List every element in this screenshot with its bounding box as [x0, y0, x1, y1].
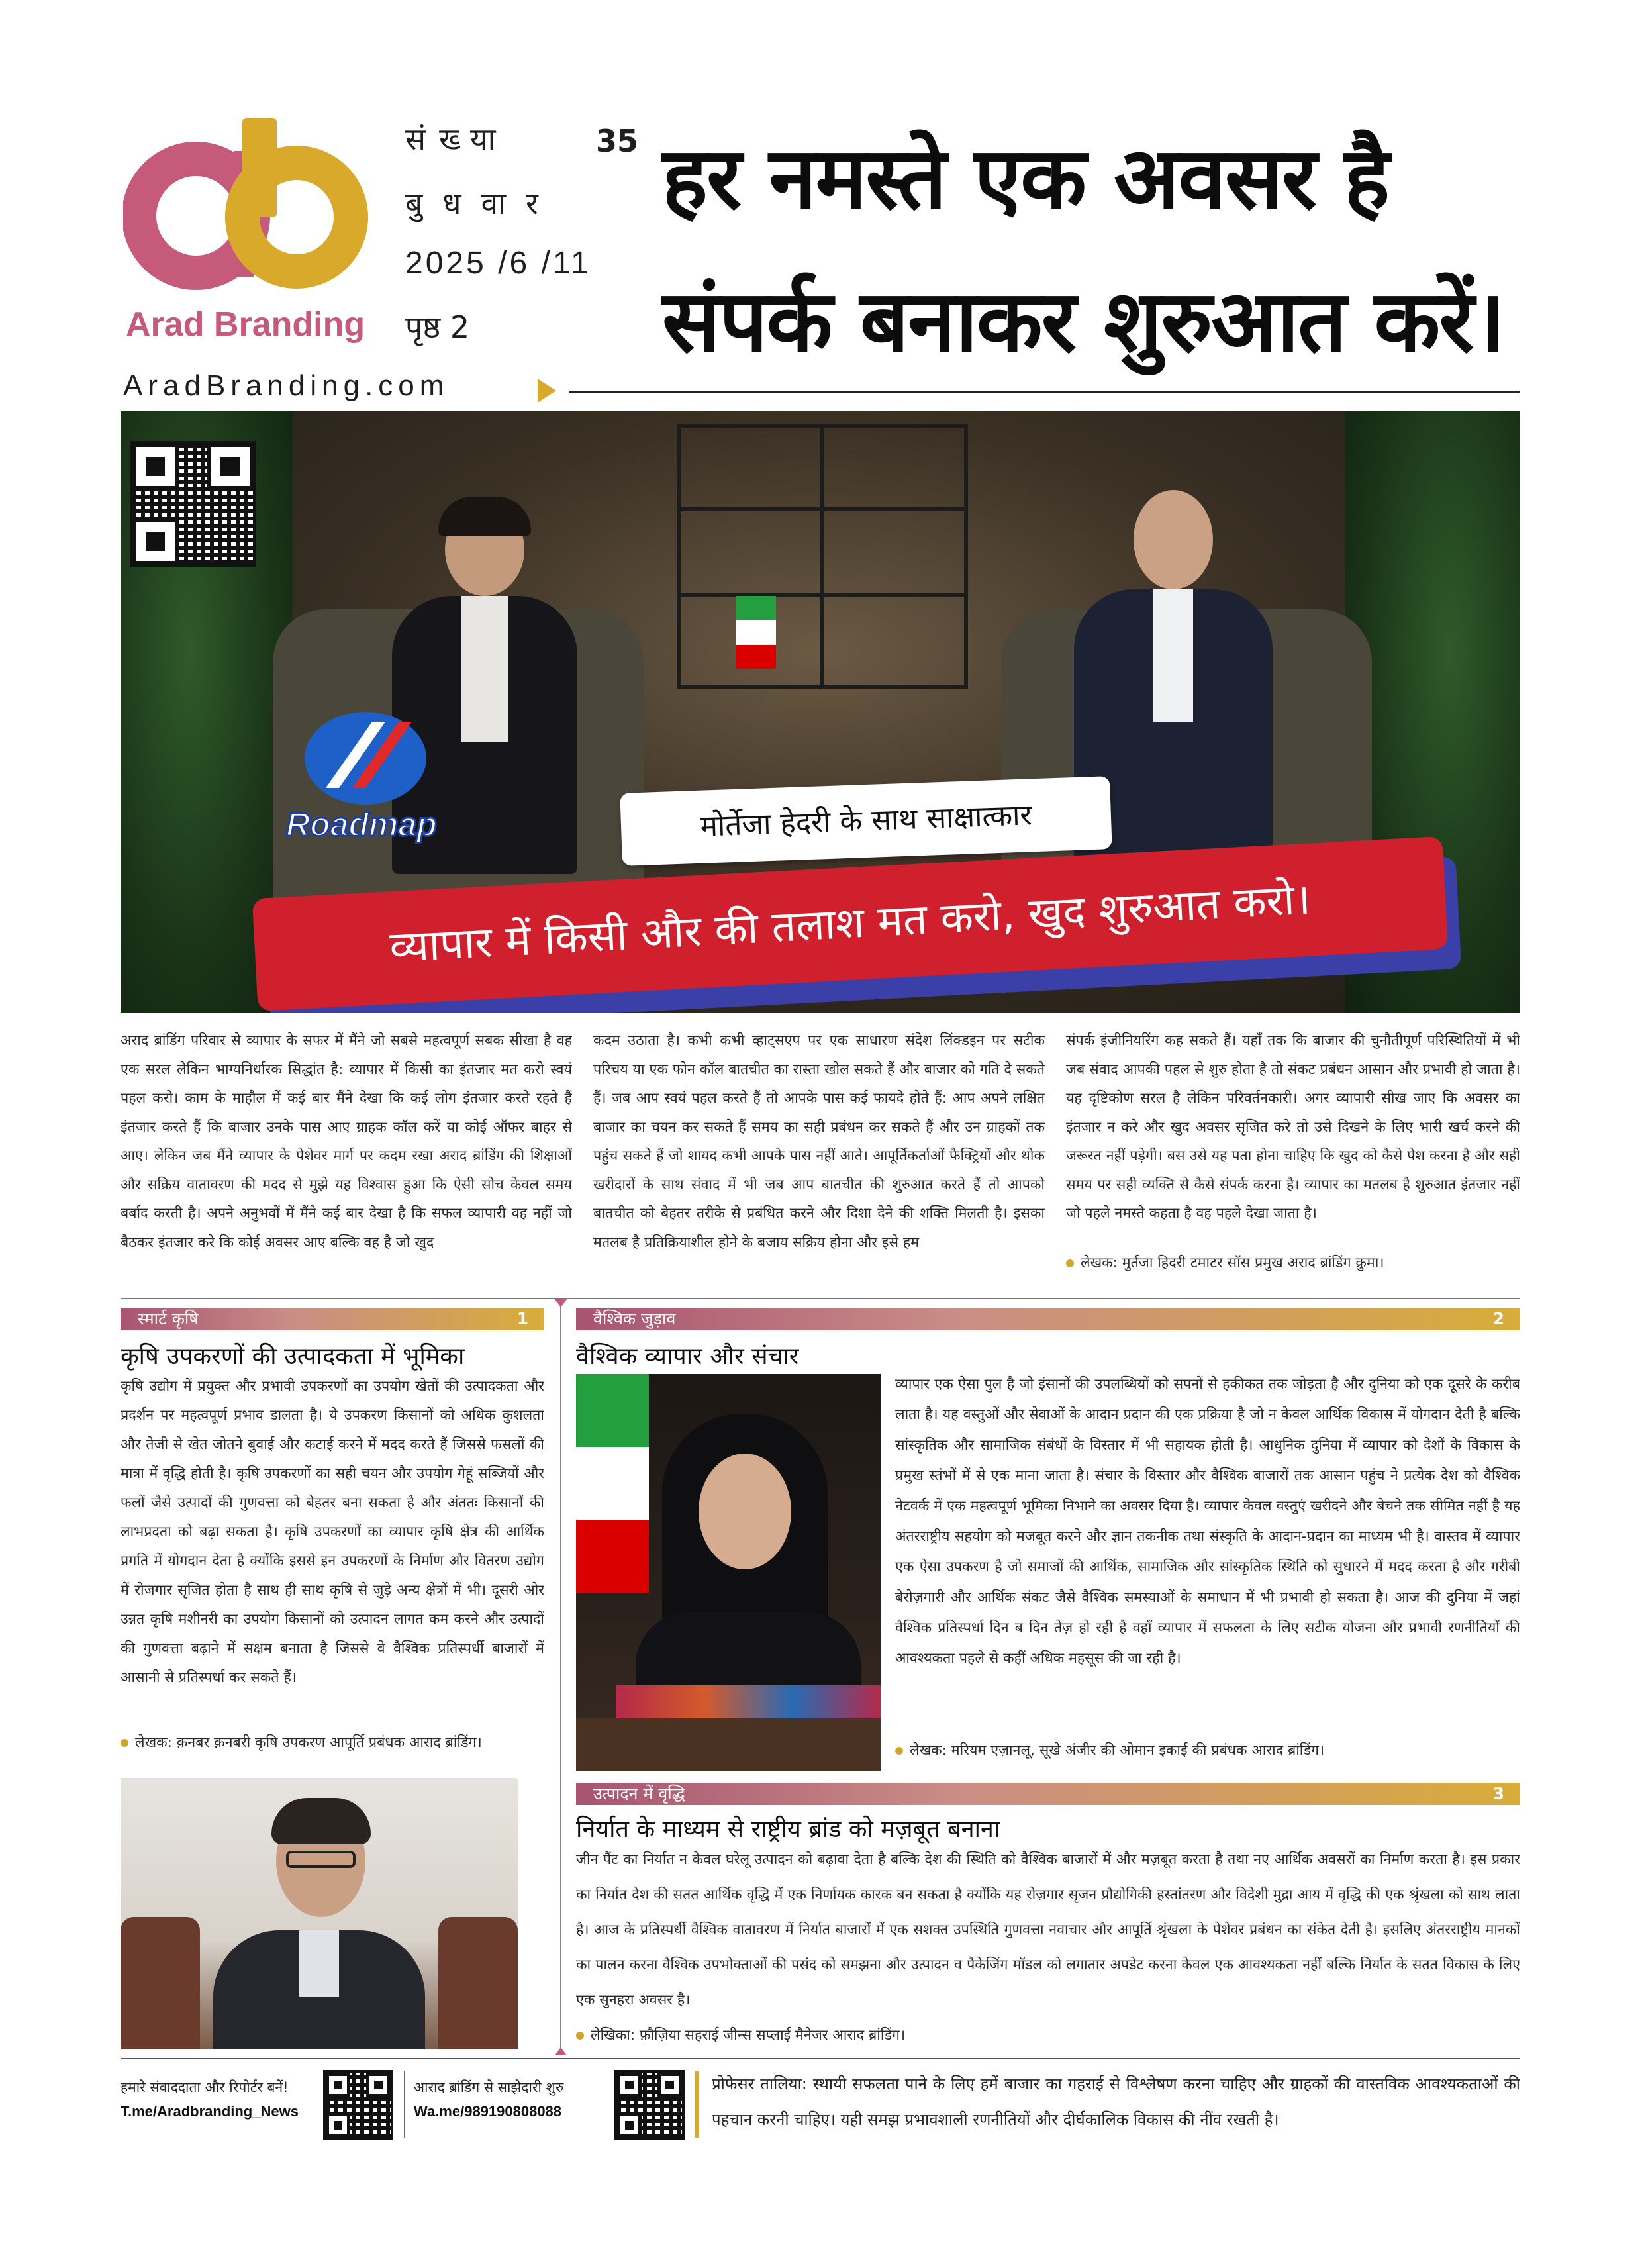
divider-marker-bottom [555, 2047, 567, 2055]
issue-date: 2025 /6 /11 [405, 246, 591, 281]
website-link[interactable]: AradBranding.com [123, 370, 450, 402]
section2-body: व्यापार एक ऐसा पुल है जो इंसानों की उपलब्धियों को सपनों से हकीकत तक जोड़ता है और दुनिया को एक दूसरे के करीब लाता है। यह वस्तुओं और सेवाओं के आदान प्रदान की एक प्रक्रिया है जो न केवल आर्थिक विकास में योगदान देती है बल्कि सांस्कृतिक और सामाजिक संबंधों के विस्तार में भी सहायक होती है। आधुनिक दुनिया में व्यापार को देशों के विकास के प्रमुख स्तंभों में से एक माना जाता है। संचार के विस्तार और वैश्विक बाजारों तक आसान पहुंच ने प्रत्येक देश को वैश्विक नेटवर्क में एक महत्वपूर्ण भूमिका निभाने का अवसर दिया है। व्यापार केवल वस्तुएं खरीदने और बेचने तक सीमित नहीं है यह अंतरराष्ट्रीय सहयोग को मजबूत करने और ज्ञान तकनीक तथा संस्कृति के आदान-प्रदान का माध्यम भी है। वास्तव में व्यापार एक ऐसा उपकरण है जो समाजों की आर्थिक, सामाजिक और सांस्कृतिक स्थिति को सुधारने में मदद करता है और गरीबी बेरोज़गारी और आर्थिक संकट जैसे वैश्विक समस्याओं के समाधान में भी प्रभावी हो सकता है। आज की दुनिया में जहां वैश्विक प्रतिस्पर्धा दिन ब दिन तेज़ हो रही है वहाँ व्यापार में सफलता के लिए सटीक योजना और प्रभावी रणनीतियों की आवश्यकता पहले से कहीं अधिक महसूस की जा रही है। [895, 1376, 1520, 1667]
wall-shelf [677, 424, 968, 689]
intro-column-1: अराद ब्रांडिंग परिवार से व्यापार के सफर में मैंने जो सबसे महत्वपूर्ण सबक सीखा है वह एक सरल लेकिन भाग्यनिर्धारक सिद्धांत है: व्यापार में किसी का इंतजार मत करो स्वयं पहल करो। काम के माहौल में कई बार मैंने देखा कि कई लोग इंतजार करते रहते हैं इंतजार करते हैं कि बाजार उनके पास आए ग्राहक कॉल करें या कोई ऑफर बाहर से आए। लेकिन जब मैंने व्यापार के पेशेवर मार्ग पर कदम रखा अराद ब्रांडिंग की शिक्षाओं और सक्रिय वातावरण की मदद से मुझे यह विश्वास हुआ कि ऐसी सोच केवल समय बर्बाद करती है। अपने अनुभवों में मैंने कई बार देखा है कि सफल व्यापारी वह नहीं जो बैठकर इंतजार करे कि कोई अवसर आए बल्कि वह है जो खुद [121, 1032, 572, 1251]
issue-number-label: संख्या [405, 121, 509, 157]
issue-page: पृष्ठ 2 [405, 309, 470, 345]
whatsapp-qr-code[interactable] [614, 2070, 685, 2140]
header-rule [569, 391, 1520, 393]
brand-name: Arad Branding [126, 305, 365, 344]
interview-banner: मोर्तेजा हेदरी के साथ साक्षात्कार [620, 776, 1112, 866]
section3-label: उत्पादन में वृद्धि [593, 1784, 685, 1803]
section2-label: वैश्विक जुड़ाव [593, 1309, 676, 1328]
section2-title: वैश्विक व्यापार और संचार [576, 1343, 799, 1370]
footer-telegram-link[interactable]: T.me/Aradbranding_News [121, 2103, 299, 2120]
issue-number: 35 [596, 123, 639, 159]
bullet-dot [1066, 1259, 1074, 1267]
roadmap-label: Roadmap [286, 806, 437, 843]
section3-header [576, 1783, 1520, 1805]
headline-line1: हर नमस्ते एक अवसर है [662, 128, 1389, 228]
footer-whatsapp-link[interactable]: Wa.me/989190808088 [414, 2103, 562, 2120]
section2-author: लेखक: मरियम एज़ानलू, सूखे अंजीर की ओमान इकाई की प्रबंधक आराद ब्रांडिंग। [910, 1742, 1325, 1759]
footer-join-reporter: हमारे संवाददाता और रिपोर्टर बनें! [121, 2079, 289, 2095]
section1-label: स्मार्ट कृषि [138, 1309, 199, 1328]
section1-author: लेखक: क़नबर क़नबरी कृषि उपकरण आपूर्ति प्रबंधक आराद ब्रांडिंग। [135, 1734, 482, 1751]
section3-author: लेखिका: फ़ौज़िया सहराई जीन्स सप्लाई मैनेजर आराद ब्रांडिंग। [591, 2027, 906, 2044]
section3-number: 3 [1492, 1784, 1504, 1803]
brand-logo [123, 118, 368, 317]
intro-column-2: कदम उठाता है। कभी कभी व्हाट्सएप पर एक साधारण संदेश लिंक्डइन पर सटीक परिचय या एक फोन कॉल बातचीत का रास्ता खोल सकते हैं और बाजार को गति दे सकते हैं। जब आप स्वयं पहल करते हैं तो आपके पास कई फायदे होते हैं: आप अपने लक्षित बाजार का चयन कर सकते हैं समय का सही प्रबंधन कर सकते हैं और उन ग्राहकों तक पहुंच सकते हैं जो शायद कभी आपके पास नहीं आते। आपूर्तिकर्ताओं फैक्ट्रियों और थोक खरीदारों के साथ संवाद में भी जब आप बातचीत की शुरुआत करते हैं तो आपको बातचीत को बेहतर तरीके से प्रबंधित करने और दिशा देने की शक्ति मिलती है। इसका मतलब है प्रतिक्रियाशील होने के बजाय सक्रिय होना और इसे हम [593, 1032, 1045, 1251]
footer-quote-bar [695, 2071, 699, 2138]
section3-title: निर्यात के माध्यम से राष्ट्रीय ब्रांड को मज़बूत बनाना [576, 1816, 1000, 1843]
divider-marker-top [555, 1299, 567, 1307]
section1-author-line [121, 1732, 482, 1751]
intro-bottom-rule [121, 1298, 1520, 1299]
section1-number: 1 [516, 1309, 528, 1328]
iran-flag-2 [576, 1374, 649, 1593]
issue-day: बुधवार [405, 185, 558, 221]
roadmap-logo [286, 709, 452, 848]
headline-line2: संपर्क बनाकर शुरुआत करें। [662, 271, 1504, 371]
section2-header [576, 1308, 1520, 1330]
section2-author-line [895, 1740, 1324, 1759]
column-divider [560, 1299, 561, 2055]
section2-number: 2 [1492, 1309, 1504, 1328]
section1-header [121, 1308, 544, 1330]
telegram-qr-code[interactable] [323, 2070, 393, 2140]
footer-join-partner: आराद ब्रांडिंग से साझेदारी शुरु [414, 2079, 564, 2095]
section3-body: जीन पैंट का निर्यात न केवल घरेलू उत्पादन को बढ़ावा देता है बल्कि देश की स्थिति को वैश्विक बाजारों में और मज़बूत करता है तथा नए आर्थिक अवसरों का निर्माण करता है। इस प्रकार का निर्यात देश की सतत आर्थिक वृद्धि में एक निर्णायक कारक बन सकता है क्योंकि यह रोज़गार सृजन प्रौद्योगिकी हस्तांतरण और विदेशी मुद्रा आय में वृद्धि की एक श्रृंखला को साथ लाता है। आज के प्रतिस्पर्धी वैश्विक वातावरण में निर्यात बाजारों में एक सशक्त उपस्थिति गुणवत्ता नवाचार और आपूर्ति श्रृंखला के पेशेवर प्रबंधन का संकेत देती है। इसलिए अंतरराष्ट्रीय मानकों का पालन करना वैश्विक उपभोक्ताओं की पसंद को समझना और उत्पादन व पैकेजिंग मॉडल को लगातार अपडेट करना केवल एक आवश्यकता नहीं बल्कि निर्यात के सतत विकास के लिए एक सुनहरा अवसर है। [576, 1851, 1520, 2008]
intro-author: लेखक: मुर्तजा हिदरी टमाटर सॉस प्रमुख अराद ब्रांडिंग क्रुमा। [1081, 1255, 1384, 1271]
section1-body: कृषि उद्योग में प्रयुक्त और प्रभावी उपकरणों का उपयोग खेतों की उत्पादकता और प्रदर्शन पर महत्वपूर्ण प्रभाव डालता है। ये उपकरण किसानों को अधिक कुशलता और तेजी से खेत जोतने बुवाई और कटाई करने में मदद करते हैं जिससे फसलों की मात्रा में वृद्धि होती है। कृषि उपकरणों का सही चयन और उपयोग गेहूं सब्जियों और फलों जैसे उत्पादों की गुणवत्ता को बेहतर बना सकता है और अंततः किसानों की लाभप्रदता को बढ़ा सकता है। कृषि उपकरणों का व्यापार कृषि क्षेत्र की आर्थिक प्रगति में योगदान देता है क्योंकि इससे इन उपकरणों के निर्माण और वितरण उद्योग में रोजगार सृजित होता है साथ ही साथ कृषि से जुड़े अन्य क्षेत्रों में भी। दूसरी ओर उन्नत कृषि मशीनरी का उपयोग किसानों को उत्पादन लागत कम करने और उत्पादों की गुणवत्ता बढ़ाने में सक्षम बनाता है जिससे वे वैश्विक प्रतिस्पर्धी बाजारों में आसानी से प्रतिस्पर्धा कर सकते हैं। [121, 1378, 544, 1686]
section3-author-line [576, 2025, 905, 2044]
footer-rule [121, 2058, 1520, 2059]
hero-photo [121, 411, 1520, 1013]
footer-divider [404, 2071, 405, 2138]
hero-qr-code[interactable] [130, 441, 256, 567]
iran-flag [736, 596, 776, 669]
section1-title: कृषि उपकरणों की उत्पादकता में भूमिका [121, 1343, 465, 1370]
section2-portrait [576, 1374, 881, 1771]
headline-banner: व्यापार में किसी और की तलाश मत करो, खुद शुरुआत करो। [252, 836, 1448, 1011]
play-arrow-icon [538, 379, 556, 403]
section1-portrait [121, 1778, 518, 2049]
intro-column-3: संपर्क इंजीनियरिंग कह सकते हैं। यहाँ तक कि बाजार की चुनौतीपूर्ण परिस्थितियों में भी जब संवाद आपकी पहल से शुरु होता है तो संकट प्रबंधन आसान और प्रभावी हो जाता है। यह दृष्टिकोण सरल है लेकिन परिवर्तनकारी। अगर व्यापारी सीख जाए कि अवसर का इंतजार न करे और खुद अवसर सृजित करे तो उसे दिखने के लिए भारी खर्च करने की जरूरत नहीं पड़ेगी। बस उसे यह पता होना चाहिए कि खुद को कैसे पेश करना है और सही समय पर सही व्यक्ति से कैसे संपर्क करना है। व्यापार का मतलब है शुरुआत इंतजार नहीं जो पहले नमस्ते कहता है वह पहले देखा जाता है। लेखक: मुर्तजा हिदरी टमाटर सॉस प्रमुख अराद ब्रांडिंग क्रुमा। [1066, 1032, 1520, 1271]
footer-quote: प्रोफेसर तालिया: स्थायी सफलता पाने के लिए हमें बाजार का गहराई से विश्लेषण करना चाहिए और ग्राहकों की वास्तविक आवश्यकताओं की पहचान करनी चाहिए। यही समझ प्रभावशाली रणनीतियों और दीर्घकालिक विकास की नींव रखती है। [712, 2075, 1520, 2129]
